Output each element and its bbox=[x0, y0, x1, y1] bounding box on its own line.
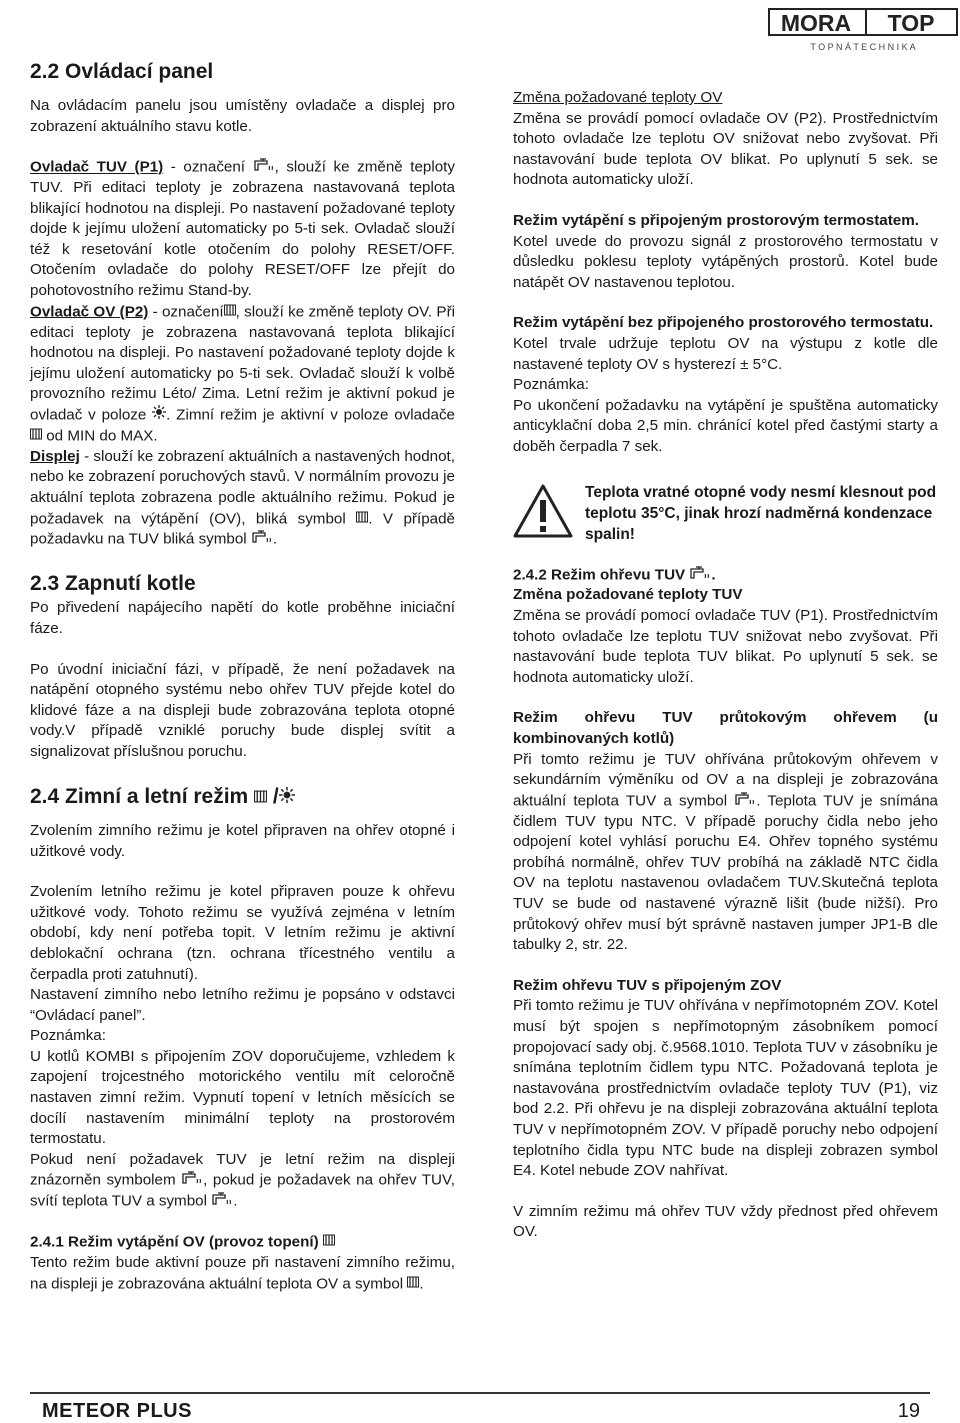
p2-label: Ovladač OV (P2) bbox=[30, 302, 149, 320]
footer-divider bbox=[30, 1392, 930, 1394]
section-2-4-p3: Nastavení zimního nebo letního režimu je popsáno v odstavci “Ovládací panel”. bbox=[30, 986, 455, 1024]
logo-brand-right: TOP bbox=[887, 10, 935, 36]
logo-tagline: T O P N Á T E C H N I K A bbox=[810, 42, 916, 52]
section-2-4-note-label: Poznámka: bbox=[30, 1027, 106, 1045]
tap-water-icon bbox=[253, 157, 275, 178]
tap-water-icon bbox=[251, 529, 273, 550]
warning-box bbox=[513, 482, 938, 545]
section-2-3-title: 2.3 Zapnutí kotle bbox=[30, 572, 196, 596]
section-2-4-2-title: 2.4.2 Režim ohřevu TUV . bbox=[513, 565, 938, 586]
warning-text: Teplota vratné otopné vody nesmí klesnout pod teplotu 35°C, jinak hrozí nadměrná kondenzace spalin! bbox=[585, 483, 937, 543]
warning-triangle-icon bbox=[513, 484, 573, 538]
radiator-icon bbox=[30, 426, 42, 447]
radiator-icon bbox=[356, 509, 368, 530]
sun-icon bbox=[152, 405, 166, 426]
zov-title: Režim ohřevu TUV s připojeným ZOV bbox=[513, 976, 782, 994]
right-column bbox=[513, 88, 938, 1243]
flow-heating-text: Při tomto režimu je TUV ohřívána průtokovým ohřevem v sekundárním výměníku od OV a na displeji je zobrazována aktuální teplota TUV a symbol . Teplota TUV je snímána čidlem TUV typu NTC. V případě poruchy čidla nebo jeho odpojení kotel vyhlásí poruchu E4. Ohřev topného systému probíhá normálně, ohřev TUV probíhá na základě NTC čidla OV na teplotu nastavenou ovladačem TUV.Skutečná teplota TUV se bude od nastavené výrazně lišit (bude nižší). Pro průtokový ohřev musí být správně nastaven jumper JP1-B dle tabulky 2, str. 22. bbox=[513, 750, 939, 954]
tap-water-icon bbox=[181, 1170, 203, 1191]
no-room-thermostat-text: Kotel trvale udržuje teplotu OV na výstupu z kotle dle nastavené teploty OV s hysterezí ± 5°C. bbox=[513, 334, 938, 373]
display-paragraph: Displej - slouží ke zobrazení aktuálních a nastavených hodnot, nebo ke zobrazení poruchových stavů. V normálním provozu je aktuální teplota zobrazena podle aktuálního režimu. Pokud je požadavek na výtápění (OV), bliká symbol . V případě požadavku na TUV bliká symbol . bbox=[30, 447, 455, 551]
footer-model: METEOR PLUS bbox=[42, 1400, 192, 1422]
logo-brand-left: MORA bbox=[780, 10, 852, 36]
p2-paragraph: Ovladač OV (P2) - označení , slouží ke změně teploty OV. Při editaci teploty je zobrazena nastavovaná teplota blikající hodnotou na displeji. Po nastavení požadované teploty dojde k jejímu uložení automaticky po 5-ti sek. Ovladač slouží k volbě provozního režimu Léto/ Zima. Letní režim je aktivní pokud je ovladač v poloze . Zimní režim je aktivní v poloze ovladače od MIN do MAX. bbox=[30, 302, 455, 447]
radiator-icon bbox=[407, 1274, 419, 1295]
section-2-2-title: 2.2 Ovládací panel bbox=[30, 60, 214, 83]
section-2-3-p2: Po úvodní iniciační fázi, v případě, že není požadavek na natápění otopného systému nebo ohřev TUV přejde kotel do klidové fáze a na displeji bude zobrazována teplota otopné vody.V případě vzniklé poruchy bude displej svítit a signalizovat příslušnou poruchu. bbox=[30, 660, 455, 760]
p1-paragraph: Ovladač TUV (P1) - označení , slouží ke změně teploty TUV. Při editaci teploty je zobrazena nastavovaná teplota blikající hodnotou na displeji. Po nastavení požadované teploty dojde k jejímu uložení automaticky po 5-ti sek. Ovladač slouží též k resetování kotle otočením do polohy RESET/OFF. Otočením ovladače do polohy RESET/OFF lze přejít do pohotovostního režimu Stand-by. bbox=[30, 158, 455, 300]
section-2-4-p4: U kotlů KOMBI s připojením ZOV doporučujeme, vzhledem k zapojení trojcestného motorického ventilu mít celoročně nastaven zimní režim. Vypnutí topení v letních měsících se docílí nastavením minimální teploty na prostorovém termostatu. bbox=[30, 1047, 455, 1148]
flow-heating-title: Režim ohřevu TUV průtokovým ohřevem (u kombinovaných kotlů) bbox=[513, 709, 938, 747]
ov-change-title: Změna požadované teploty OV bbox=[513, 89, 723, 106]
section-2-2-intro: Na ovládacím panelu jsou umístěny ovladače a displej pro zobrazení aktuálního stavu kotle. bbox=[30, 97, 455, 135]
p1-label: Ovladač TUV (P1) bbox=[30, 158, 164, 176]
page-number: 19 bbox=[897, 1400, 920, 1422]
mora-top-logo bbox=[768, 8, 958, 53]
sun-icon bbox=[279, 783, 295, 811]
tap-water-icon bbox=[211, 1191, 233, 1212]
section-2-4-title: 2.4 Zimní a letní režim / bbox=[30, 783, 455, 811]
no-room-note-text: Po ukončení požadavku na vytápění je spuštěna automaticky anticyklační doba 2,5 min. chránící kotel před častými starty a doběh čerpadla 7 sek. bbox=[513, 396, 938, 455]
section-2-4-1-text: Tento režim bude aktivní pouze při nastavení zimního režimu, na displeji je zobrazována aktuální teplota OV a symbol . bbox=[30, 1253, 455, 1295]
room-thermostat-title: Režim vytápění s připojeným prostorovým termostatem. bbox=[513, 211, 919, 229]
section-2-4-p2: Zvolením letního režimu je kotel připraven pouze k ohřevu užitkové vody. Tohoto režimu se využívá zejména v letním období, kdy není potřeba topit. V letním režimu je aktivní deblokační ochrana (tzn. ochrana třícestného ventilu a čerpadla proti zatuhnutí). bbox=[30, 883, 455, 983]
tap-water-icon bbox=[734, 791, 756, 812]
section-2-4-p1: Zvolením zimního režimu je kotel připraven na ohřev otopné i užitkové vody. bbox=[30, 821, 455, 860]
no-room-note-label: Poznámka: bbox=[513, 376, 589, 394]
zov-text: Při tomto režimu je TUV ohřívána v nepřímotopném ZOV. Kotel musí být spojen s nepřímotopným zásobníkem pomocí propojovací sady obj. č.9568.1010. Teplota TUV v zásobníku je snímána teplotním čidlem typu NTC. Požadovaná teplota je nastavována prostřednictvím ovladače teploty TUV (P1), viz bod 2.2. Při ohřevu je na displeji zobrazována aktuální teplota TUV v nepřímotopném ZOV. V případě poruchy nebo odpojení teplotního čidla typu NTC bude na displeji zobrazen symbol E4. Kotel nebude ZOV nahřívat. bbox=[513, 997, 938, 1180]
tuv-change-title: Změna požadované teploty TUV bbox=[513, 586, 743, 604]
display-label: Displej bbox=[30, 447, 80, 465]
no-room-thermostat-title: Režim vytápění bez připojeného prostorového termostatu. bbox=[513, 314, 934, 332]
ov-change-text: Změna se provádí pomocí ovladače OV (P2). Prostřednictvím tohoto ovladače lze teplotu OV snižovat nebo zvyšovat. Při nastavování bude teplota OV blikat. Po uplynutí 5 sek. se hodnota automaticky uloží. bbox=[513, 109, 938, 189]
section-2-4-p5: Pokud není požadavek TUV je letní režim na displeji znázorněn symbolem , pokud je požadavek na ohřev TUV, svítí teplota TUV a symbol . bbox=[30, 1150, 455, 1212]
radiator-icon bbox=[224, 302, 236, 323]
radiator-icon bbox=[254, 783, 267, 811]
tuv-change-text: Změna se provádí pomocí ovladače TUV (P1). Prostřednictvím tohoto ovladače lze teplotu TUV snižovat nebo zvyšovat. Při nastavování bude teplota TUV blikat. Po uplynutí 5 sek. se hodnota automaticky uloží. bbox=[513, 607, 938, 686]
winter-priority-text: V zimním režimu má ohřev TUV vždy přednost před ohřevem OV. bbox=[513, 1202, 938, 1241]
left-column bbox=[30, 58, 455, 1295]
radiator-icon bbox=[323, 1232, 335, 1253]
tap-water-icon bbox=[689, 565, 711, 586]
room-thermostat-text: Kotel uvede do provozu signál z prostorového termostatu v důsledku poklesu teploty vytápěných prostorů. Kotel bude natápět OV nastavenou teplotou. bbox=[513, 232, 938, 291]
section-2-3-p1: Po přivedení napájecího napětí do kotle proběhne iniciační fáze. bbox=[30, 599, 455, 637]
section-2-4-1-title: 2.4.1 Režim vytápění OV (provoz topení) bbox=[30, 1232, 455, 1253]
